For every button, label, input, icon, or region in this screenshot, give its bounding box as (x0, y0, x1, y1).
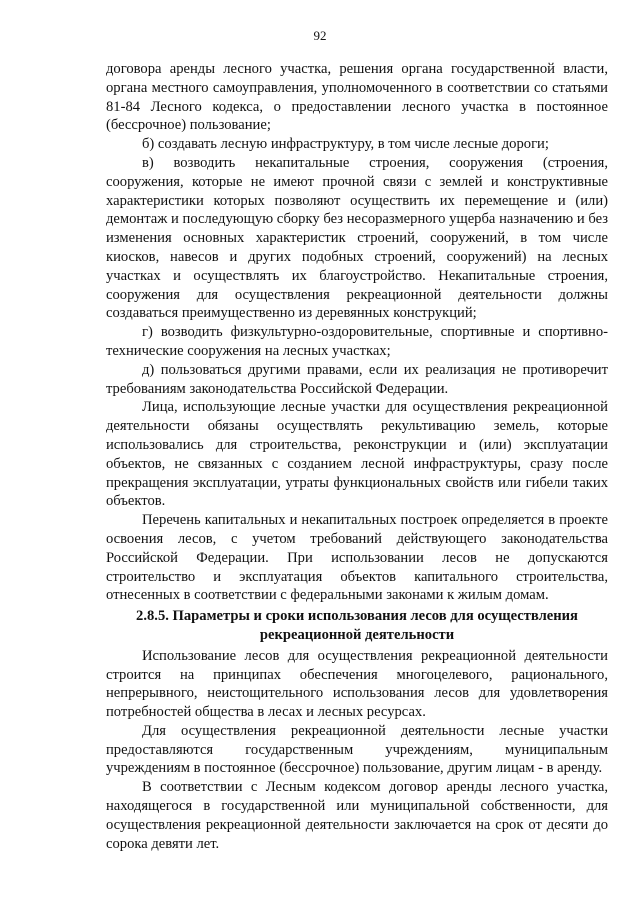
paragraph: д) пользоваться другими правами, если их реализация не противоречит требованиям законодательства Российской Федерации. (106, 361, 608, 397)
section-heading (106, 607, 608, 645)
section-heading-line: 2.8.5. Параметры и сроки использования лесов для осуществления (136, 608, 578, 625)
section-heading-line: рекреационной деятельности (259, 626, 455, 643)
page-number: 92 (313, 28, 327, 43)
paragraphs-bottom (106, 647, 608, 854)
paragraph: б) создавать лесную инфраструктуру, в том числе лесные дороги; (142, 136, 549, 153)
paragraph: Перечень капитальных и некапитальных построек определяется в проекте освоения лесов, с учетом требований действующего законодательства Российской Федерации. При использовании лесов не допускаются строительство и эксплуатация объектов капитального строительства, отнесенных в соответствии с федеральными законами к жилым домам. (106, 512, 608, 604)
paragraph: В соответствии с Лесным кодексом договор аренды лесного участка, находящегося в государственной или муниципальной собственности, для осуществления рекреационной деятельности заключается на срок от десяти до сорока девяти лет. (106, 779, 608, 852)
paragraph: договора аренды лесного участка, решения органа государственной власти, органа местного самоуправления, уполномоченного в соответствии со статьями 81-84 Лесного кодекса, о предоставлении лесного участка в постоянное (бессрочное) пользование; (106, 61, 608, 134)
paragraph: Использование лесов для осуществления рекреационной деятельности строится на принципах обеспечения многоцелевого, рационального, непрерывного, неистощительного использования лесов для удовлетворения потребностей общества в лесах и лесных ресурсах. (106, 647, 608, 721)
document-body (106, 60, 608, 853)
paragraph: г) возводить физкультурно-оздоровительные, спортивные и спортивно-технические сооружения на лесных участках; (106, 324, 608, 359)
paragraphs-top (106, 60, 608, 605)
paragraph: Для осуществления рекреационной деятельности лесные участки предоставляются государственным учреждениям, муниципальным учреждениям в постоянное (бессрочное) пользование, другим лицам - в аренду. (106, 722, 608, 777)
paragraph: в) возводить некапитальные строения, сооружения (строения, сооружения, которые не имеют прочной связи с землей и конструктивные характеристики которых позволяют осуществить их перемещение и (или) демонтаж и последующую сборку без несоразмерного ущерба назначению и без изменения основных характеристик строений, сооружений, в том числе киосков, навесов и других подобных строений, сооружений) на лесных участках и осуществлять их благоустройство. Некапитальные строения, сооружения для осуществления рекреационной деятельности должны создаваться преимущественно из деревянных конструкций; (106, 154, 608, 322)
paragraph: Лица, использующие лесные участки для осуществления рекреационной деятельности обязаны осуществлять рекультивацию земель, которые использовались для строительства, реконструкции и (или) эксплуатации объектов, не связанных с созданием лесной инфраструктуры, сразу после прекращения эксплуатации, утраты функциональных свойств или гибели таких объектов. (106, 399, 608, 510)
